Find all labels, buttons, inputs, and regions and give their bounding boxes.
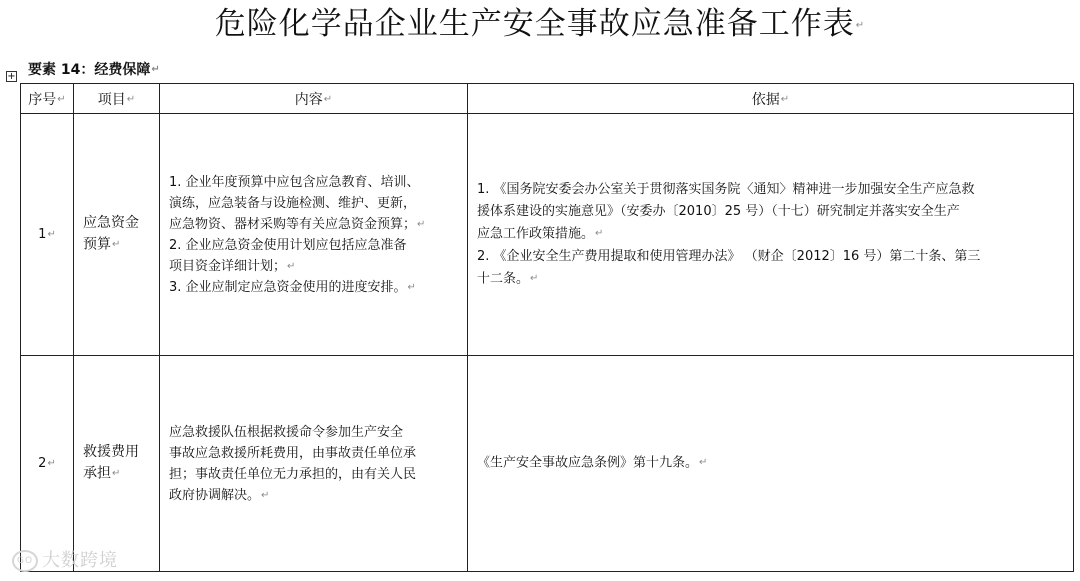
row-index-cell: 1↵: [21, 114, 74, 356]
row-content-cell: 1. 企业年度预算中应包含应急教育、培训、 演练，应急装备与设施检测、维护、更新， 应急物资、器材采购等有关应急资金预算；↵ 2. 企业应急资金使用计划应包括应急准备 项目资金详细计划；↵ 3. 企业应制定应急资金使用的进度安排。↵: [160, 114, 468, 356]
header-cell-index: 序号↵: [21, 84, 74, 114]
document-title-text: 危险化学品企业生产安全事故应急准备工作表: [214, 6, 855, 42]
table-row: [21, 114, 1074, 356]
row-index-cell: 2↵: [21, 356, 74, 572]
row-item-cell: 应急资金 预算↵: [74, 114, 160, 356]
paragraph-mark-icon: ↵: [151, 64, 160, 75]
row-basis-cell: 1. 《国务院安委会办公室关于贯彻落实国务院〈通知〉精神进一步加强安全生产应急救 援体系建设的实施意见》（安委办〔2010〕25 号）（十七）研究制定并落实安全生产 应急工作政策措施。↵ 2. 《企业安全生产费用提取和使用管理办法》 （财企〔2012〕16 号）第二十条、第三 十二条。↵: [468, 114, 1074, 356]
row-basis-cell: 《生产安全事故应急条例》第十九条。↵: [468, 356, 1074, 572]
row-content-cell: 应急救援队伍根据救援命令参加生产安全 事故应急救援所耗费用，由事故责任单位承 担；事故责任单位无力承担的，由有关人民 政府协调解决。↵: [160, 356, 468, 572]
header-cell-content: 内容↵: [160, 84, 468, 114]
header-cell-item: 项目↵: [74, 84, 160, 114]
header-cell-basis: 依据↵: [468, 84, 1074, 114]
watermark-logo-icon: GO: [12, 550, 38, 572]
watermark-text: 大数跨境: [42, 550, 118, 571]
table-row: [21, 356, 1074, 572]
table-move-handle-icon[interactable]: +: [7, 71, 16, 82]
section-label-text: 要素 14：经费保障: [28, 62, 151, 78]
table-header-row: [21, 84, 1074, 114]
watermark: [12, 546, 118, 572]
document-title: [0, 2, 1080, 48]
row-item-cell: 救援费用 承担↵: [74, 356, 160, 572]
section-label: [28, 60, 160, 80]
preparedness-table: [20, 83, 1074, 572]
paragraph-mark-icon: ↵: [855, 19, 866, 31]
